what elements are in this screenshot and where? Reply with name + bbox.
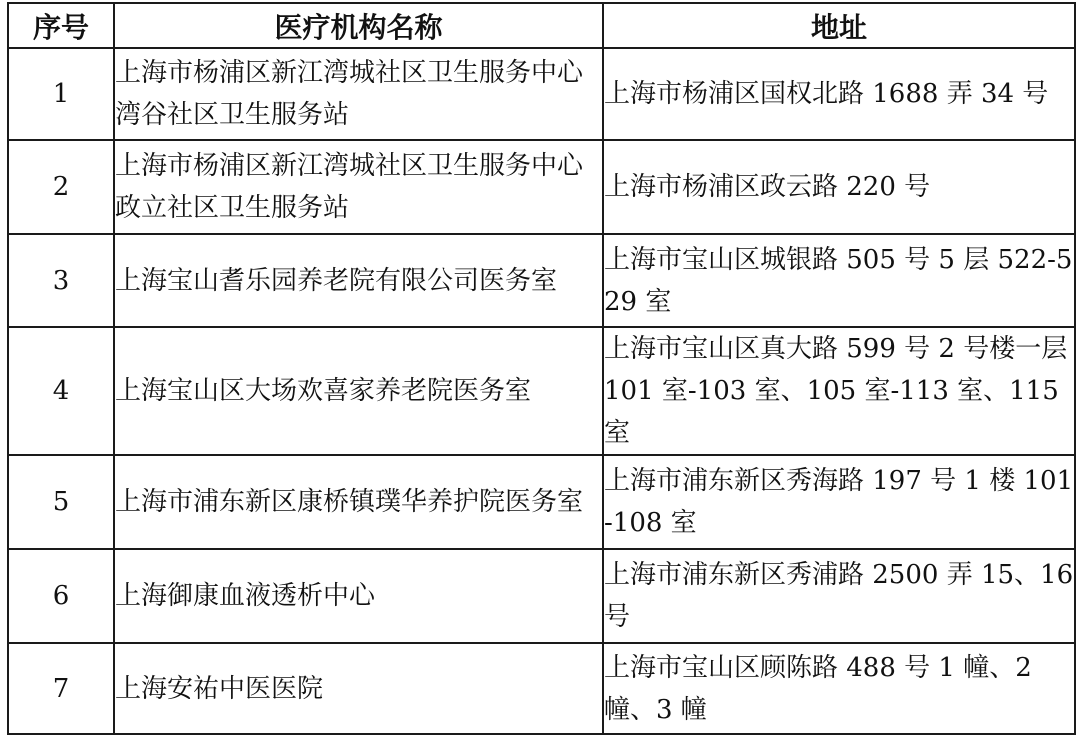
row-address xyxy=(603,455,1075,549)
row-address-text: 上海市浦东新区秀海路 197 号 1 楼 101-108 室 xyxy=(604,466,1074,538)
row-name-text: 上海安祐中医医院 xyxy=(115,673,324,704)
row-index: 6 xyxy=(8,549,114,643)
table-row xyxy=(8,140,1075,234)
row-name xyxy=(114,327,603,455)
row-address-text: 上海市宝山区真大路 599 号 2 号楼一层 101 室-103 室、105 室-113 室、115 室 xyxy=(604,334,1068,448)
row-index: 7 xyxy=(8,643,114,734)
row-address-text: 上海市杨浦区国权北路 1688 弄 34 号 xyxy=(604,79,1049,109)
row-address xyxy=(603,234,1075,327)
row-name-text: 上海市浦东新区康桥镇璞华养护院医务室 xyxy=(115,487,584,517)
table-header-row xyxy=(8,3,1075,48)
row-address-text: 上海市浦东新区秀浦路 2500 弄 15、16 号 xyxy=(604,560,1074,632)
row-address xyxy=(603,327,1075,455)
table-row xyxy=(8,48,1075,140)
header-index: 序号 xyxy=(8,3,114,48)
row-address-text: 上海市宝山区城银路 505 号 5 层 522-529 室 xyxy=(604,244,1073,317)
row-index: 4 xyxy=(8,327,114,455)
row-index: 1 xyxy=(8,48,114,140)
row-name-text: 上海市杨浦区新江湾城社区卫生服务中心政立社区卫生服务站 xyxy=(115,151,584,223)
header-name: 医疗机构名称 xyxy=(114,3,603,48)
row-name-text: 上海市杨浦区新江湾城社区卫生服务中心湾谷社区卫生服务站 xyxy=(115,58,584,130)
table-row xyxy=(8,327,1075,455)
row-name xyxy=(114,455,603,549)
institution-table xyxy=(7,2,1076,735)
table-row xyxy=(8,549,1075,643)
row-address xyxy=(603,140,1075,234)
row-index: 3 xyxy=(8,234,114,327)
row-name xyxy=(114,549,603,643)
row-address-text: 上海市杨浦区政云路 220 号 xyxy=(604,172,931,202)
header-address: 地址 xyxy=(603,3,1075,48)
table-row xyxy=(8,643,1075,734)
row-name xyxy=(114,234,603,327)
row-address xyxy=(603,48,1075,140)
row-index: 2 xyxy=(8,140,114,234)
row-address xyxy=(603,643,1075,734)
table-row xyxy=(8,234,1075,327)
row-name xyxy=(114,140,603,234)
row-name-text: 上海宝山区大场欢喜家养老院医务室 xyxy=(115,376,532,406)
row-name xyxy=(114,48,603,140)
row-name-text: 上海宝山耆乐园养老院有限公司医务室 xyxy=(115,265,558,296)
row-index: 5 xyxy=(8,455,114,549)
row-address-text: 上海市宝山区顾陈路 488 号 1 幢、2 幢、3 幢 xyxy=(604,652,1032,725)
row-address xyxy=(603,549,1075,643)
table-row xyxy=(8,455,1075,549)
row-name-text: 上海御康血液透析中心 xyxy=(115,581,376,611)
row-name xyxy=(114,643,603,734)
